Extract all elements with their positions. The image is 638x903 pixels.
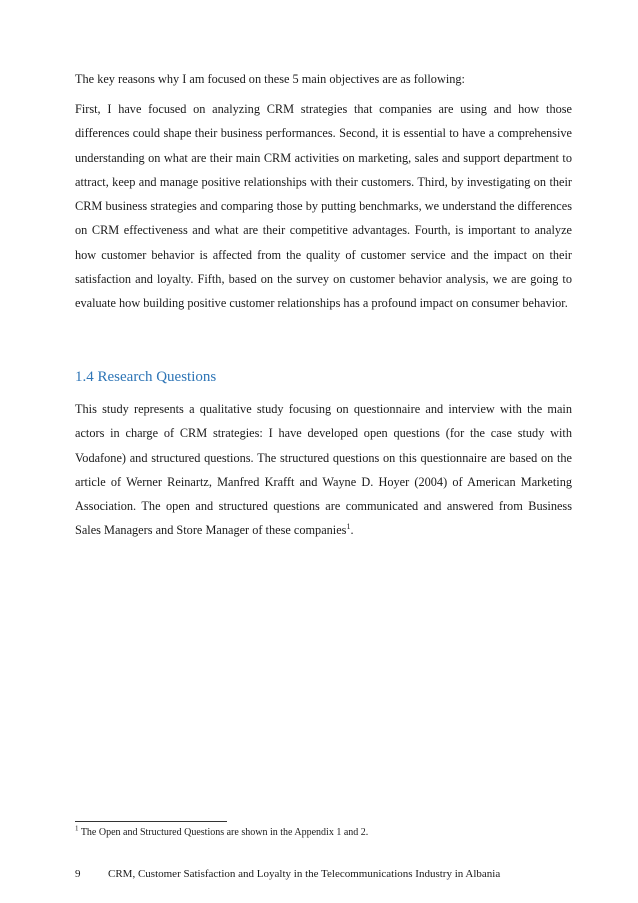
paragraph-end-punctuation: . xyxy=(350,523,354,538)
footnote-marker: 1 xyxy=(75,824,79,833)
page-number: 9 xyxy=(75,868,81,880)
footnote-separator xyxy=(75,821,227,822)
intro-sentence: The key reasons why I am focused on these 5 main objectives are as following: xyxy=(75,72,465,86)
footnote-reference[interactable]: 1 xyxy=(346,522,351,532)
footnote-text: The Open and Structured Questions are shown in the Appendix 1 and 2. xyxy=(78,827,369,838)
research-questions-paragraph xyxy=(75,397,572,543)
objectives-paragraph: First, I have focused on analyzing CRM strategies that companies are using and how those differences could shape their business performances. Second, it is essential to have a comprehensive understanding on what are their main CRM activities on marketing, sales and support department to attract, keep and manage positive relationships with their customers. Third, by investigating on their CRM business strategies and comparing those by putting benchmarks, we understand the differences on CRM effectiveness and what are their competitive advantages. Fourth, is important to analyze how customer behavior is affected from the quality of customer service and the impact on their satisfaction and loyalty. Fifth, based on the survey on customer behavior analysis, we are going to evaluate how building positive customer relationships has a profound impact on consumer behavior. xyxy=(75,102,572,311)
running-title: CRM, Customer Satisfaction and Loyalty in the Telecommunications Industry in Albania xyxy=(108,868,501,880)
footnote xyxy=(75,824,369,839)
section-heading-research-questions: 1.4 Research Questions xyxy=(75,369,217,385)
page-footer xyxy=(75,868,500,881)
research-questions-text: This study represents a qualitative study focusing on questionnaire and interview with the main actors in charge of CRM strategies: I have developed open questions (for the case study with Vodafone) and structured questions. The structured questions on this questionnaire are based on the article of Werner Reinartz, Manfred Krafft and Wayne D. Hoyer (2004) of American Marketing Association. The open and structured questions are communicated and answered from Business Sales Managers and Store Manager of these companies xyxy=(75,402,572,538)
